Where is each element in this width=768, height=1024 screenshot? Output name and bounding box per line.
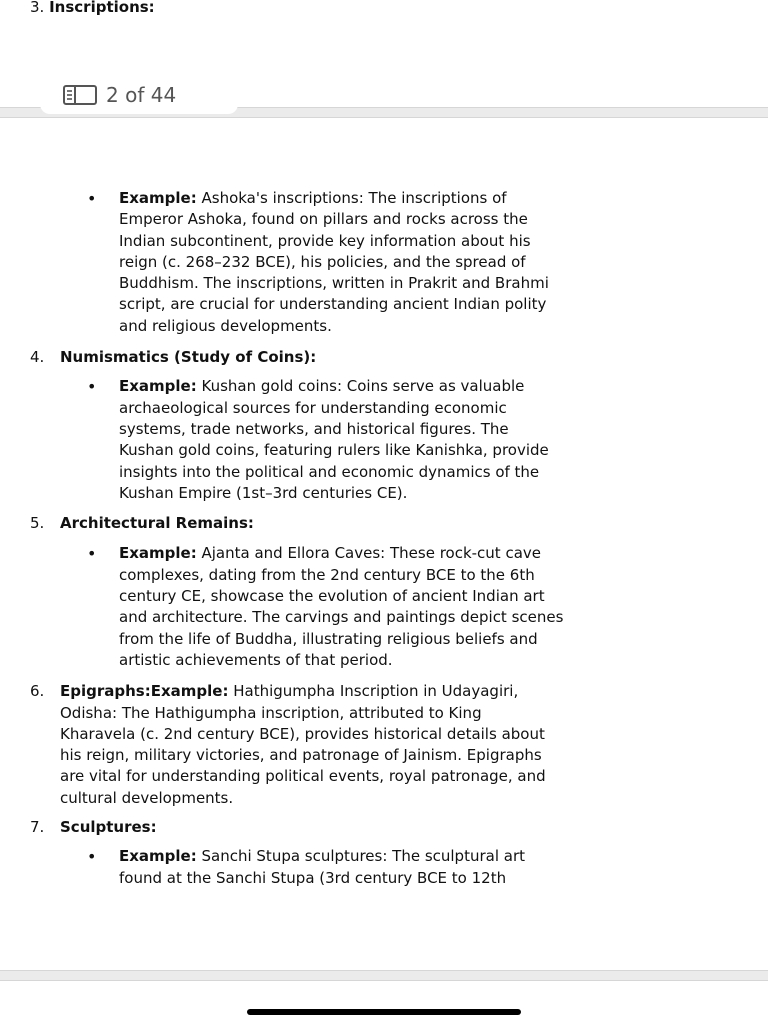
text-line [0, 543, 768, 564]
text-line: are vital for understanding political events, royal patronage, and [60, 767, 546, 786]
text-line: from the life of Buddha, illustrating religious beliefs and [119, 629, 538, 648]
text-line: script, are crucial for understanding ancient Indian polity [119, 295, 547, 314]
text-span: Sanchi Stupa sculptures: The sculptural art [196, 847, 525, 866]
list-item [0, 846, 768, 889]
page-separator [0, 970, 768, 981]
example-lead: Epigraphs:Example: [60, 682, 229, 701]
text-line: Kushan Empire (1st–3rd centuries CE). [119, 483, 408, 502]
section-label: Inscriptions: [49, 0, 155, 16]
list-number: 3. [30, 0, 45, 16]
page-count-label: 2 of 44 [106, 83, 177, 107]
list-item [0, 513, 768, 534]
text-span: Ashoka's inscriptions: The inscriptions of [196, 189, 507, 207]
list-number: 5. [30, 514, 45, 533]
example-lead: Example: [119, 847, 197, 866]
bullet: • [87, 544, 97, 564]
page-indicator[interactable] [40, 76, 238, 114]
text-line [0, 188, 768, 209]
bullet: • [87, 847, 97, 867]
text-line: insights into the political and economic dynamics of the [119, 462, 540, 481]
document-page [0, 188, 768, 889]
text-line [0, 681, 768, 702]
list-item [0, 681, 768, 809]
text-line: Buddhism. The inscriptions, written in Prakrit and Brahmi [119, 274, 549, 293]
text-span: Kushan gold coins: Coins serve as valuable [196, 377, 525, 396]
text-line: complexes, dating from the 2nd century BCE to the 6th [119, 565, 535, 584]
text-line: archaeological sources for understanding economic [119, 398, 507, 417]
text-span: Hathigumpha Inscription in Udayagiri, [228, 682, 519, 701]
pages-icon [63, 85, 97, 105]
section-label: Numismatics (Study of Coins): [60, 348, 317, 367]
home-indicator[interactable] [247, 1009, 521, 1015]
text-line: Kushan gold coins, featuring rulers like Kanishka, provide [119, 441, 549, 460]
list-item [0, 376, 768, 504]
text-span: Ajanta and Ellora Caves: These rock-cut cave [196, 544, 542, 563]
example-lead: Example: [119, 189, 197, 207]
text-line: cultural developments. [60, 788, 234, 807]
example-lead: Example: [119, 544, 197, 563]
text-line: and architecture. The carvings and paintings depict scenes [119, 608, 564, 627]
text-line: Emperor Ashoka, found on pillars and rocks across the [119, 210, 528, 229]
section-label: Sculptures: [60, 818, 157, 837]
previous-page-heading [30, 0, 155, 16]
section-label: Architectural Remains: [60, 514, 254, 533]
example-lead: Example: [119, 377, 197, 396]
list-item [0, 817, 768, 838]
text-line: artistic achievements of that period. [119, 650, 393, 669]
text-line [0, 376, 768, 397]
text-line: found at the Sanchi Stupa (3rd century BCE to 12th [119, 868, 507, 887]
text-line: his reign, military victories, and patronage of Jainism. Epigraphs [60, 746, 542, 765]
list-item [0, 347, 768, 368]
text-line: century CE, showcase the evolution of ancient Indian art [119, 587, 545, 606]
text-line: Odisha: The Hathigumpha inscription, attributed to King [60, 703, 482, 722]
list-number: 6. [30, 682, 45, 701]
text-line: Kharavela (c. 2nd century BCE), provides historical details about [60, 724, 545, 743]
list-number: 7. [30, 818, 45, 837]
text-line: reign (c. 268–232 BCE), his policies, and the spread of [119, 252, 526, 271]
list-number: 4. [30, 348, 45, 367]
list-item [0, 543, 768, 671]
text-line [0, 846, 768, 867]
text-line: systems, trade networks, and historical figures. The [119, 419, 509, 438]
list-item [0, 188, 768, 337]
text-line: and religious developments. [119, 316, 332, 335]
bullet: • [87, 189, 97, 208]
bullet: • [87, 377, 97, 397]
text-line: Indian subcontinent, provide key information about his [119, 231, 531, 250]
